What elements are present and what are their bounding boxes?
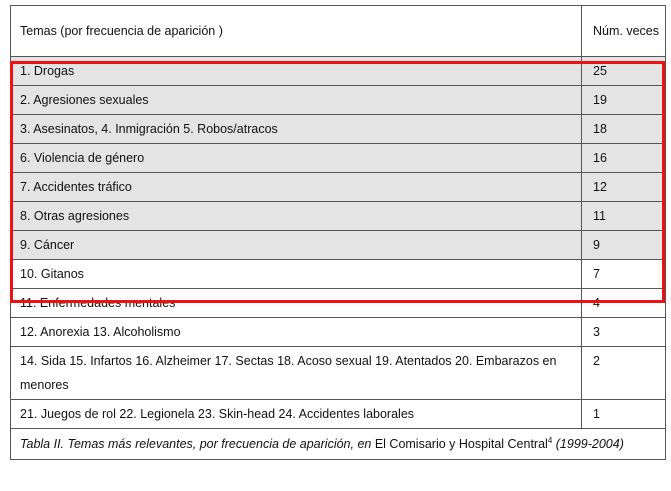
table-row <box>11 260 666 289</box>
row-tema: 3. Asesinatos, 4. Inmigración 5. Robos/atracos <box>11 115 582 144</box>
table-row <box>11 289 666 318</box>
row-veces: 11 <box>582 202 666 231</box>
caption-show-el-comisario: El Comisario <box>374 437 446 452</box>
row-tema: 7. Accidentes tráfico <box>11 173 582 202</box>
header-temas: Temas (por frecuencia de aparición ) <box>11 6 582 57</box>
caption-footnote: 4 <box>547 436 553 446</box>
row-tema: 11. Enfermedades mentales <box>11 289 582 318</box>
table-caption-row <box>11 429 666 460</box>
row-veces: 25 <box>582 57 666 86</box>
themes-table <box>10 5 666 460</box>
table-header-row <box>11 6 666 57</box>
row-veces: 9 <box>582 231 666 260</box>
row-veces: 7 <box>582 260 666 289</box>
caption-and: y <box>445 437 459 452</box>
row-tema: 6. Violencia de género <box>11 144 582 173</box>
table-row <box>11 400 666 429</box>
caption-years: (1999-2004) <box>552 437 624 452</box>
table-row <box>11 202 666 231</box>
table-row <box>11 144 666 173</box>
caption-show-hospital-central: Hospital Central <box>458 437 548 452</box>
row-tema: 2. Agresiones sexuales <box>11 86 582 115</box>
row-tema: 1. Drogas <box>11 57 582 86</box>
row-veces: 19 <box>582 86 666 115</box>
row-veces: 1 <box>582 400 666 429</box>
table-row <box>11 347 666 400</box>
row-veces: 16 <box>582 144 666 173</box>
row-tema: 21. Juegos de rol 22. Legionela 23. Skin-head 24. Accidentes laborales <box>11 400 582 429</box>
caption-prefix: Tabla II. Temas más relevantes, por frecuencia de aparición, en <box>20 437 375 452</box>
row-veces: 3 <box>582 318 666 347</box>
row-veces: 4 <box>582 289 666 318</box>
table-row <box>11 57 666 86</box>
row-veces: 18 <box>582 115 666 144</box>
table-row <box>11 318 666 347</box>
table-row <box>11 173 666 202</box>
row-veces: 12 <box>582 173 666 202</box>
table-row <box>11 115 666 144</box>
row-veces: 2 <box>582 347 666 400</box>
table-row <box>11 86 666 115</box>
row-tema: 10. Gitanos <box>11 260 582 289</box>
table-row <box>11 231 666 260</box>
row-tema: 12. Anorexia 13. Alcoholismo <box>11 318 582 347</box>
table-caption <box>11 429 666 460</box>
row-tema: 9. Cáncer <box>11 231 582 260</box>
row-tema: 14. Sida 15. Infartos 16. Alzheimer 17. Sectas 18. Acoso sexual 19. Atentados 20. Embarazos en menores <box>11 347 582 400</box>
row-tema: 8. Otras agresiones <box>11 202 582 231</box>
header-num-veces: Núm. veces <box>582 6 666 57</box>
